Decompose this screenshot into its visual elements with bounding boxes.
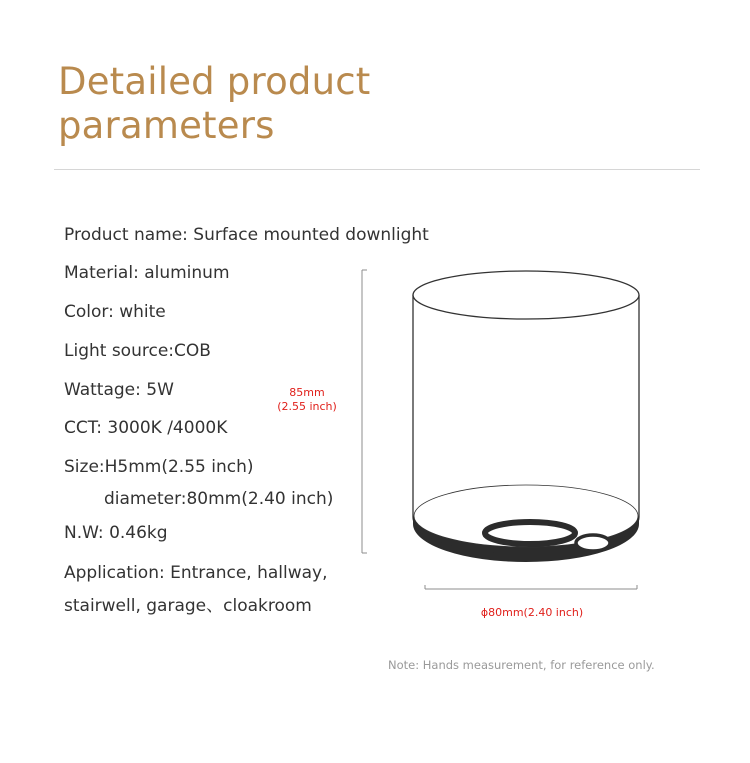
height-label xyxy=(272,386,342,414)
diameter-label: ϕ80mm(2.40 inch) xyxy=(480,606,584,619)
param-color: Color: white xyxy=(64,302,166,322)
param-wattage: Wattage: 5W xyxy=(64,380,174,400)
sensor-button xyxy=(576,535,610,551)
title-line-2: parameters xyxy=(58,104,275,147)
divider xyxy=(54,169,700,170)
title-line-1: Detailed product xyxy=(58,60,371,103)
downlight-product-illustration xyxy=(350,262,650,602)
param-light-source: Light source:COB xyxy=(64,341,211,361)
param-cct: CCT: 3000K /4000K xyxy=(64,418,228,438)
height-mm: 85mm xyxy=(289,386,325,399)
page-title xyxy=(58,60,371,148)
downlight-top xyxy=(413,271,639,319)
param-material: Material: aluminum xyxy=(64,263,230,283)
downlight-lens xyxy=(485,522,575,544)
param-size: Size:H5mm(2.55 inch) xyxy=(64,457,254,477)
measurement-note: Note: Hands measurement, for reference only. xyxy=(388,658,655,672)
param-net-weight: N.W: 0.46kg xyxy=(64,523,168,543)
param-application-cont: stairwell, garage、cloakroom xyxy=(64,596,312,616)
param-application: Application: Entrance, hallway, xyxy=(64,563,328,583)
param-product-name: Product name: Surface mounted downlight xyxy=(64,225,429,245)
height-inch: (2.55 inch) xyxy=(277,400,337,413)
param-diameter: diameter:80mm(2.40 inch) xyxy=(104,489,334,509)
